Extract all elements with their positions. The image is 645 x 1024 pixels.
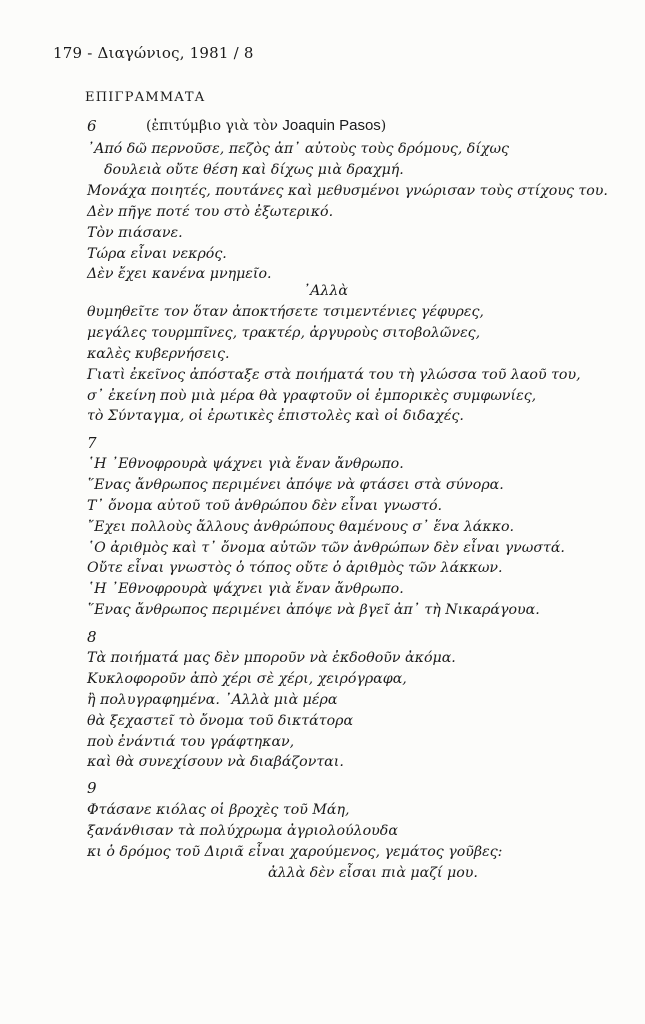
page-number: 179 [53, 44, 83, 62]
poem-8-line: ἢ πολυγραφημένα. ᾽Αλλὰ μιὰ μέρα [87, 692, 338, 708]
poem-6-line: ᾽Αλλὰ [303, 283, 348, 299]
poem-6-line: Μονάχα ποιητές, πουτάνες καὶ μεθυσμένοι γνώρισαν τοὺς στίχους του. [87, 183, 608, 199]
poem-9-number: 9 [87, 779, 97, 797]
poem-6-line: ᾽Από δῶ περνοῦσε, πεζὸς ἀπ᾽ αὐτοὺς τοὺς δρόμους, δίχως [87, 141, 509, 157]
poem-6-line: Τὸν πιάσανε. [87, 225, 183, 241]
poem-6-dedication [146, 118, 386, 133]
poem-6-line: δουλειὰ οὔτε θέση καὶ δίχως μιὰ δραχμή. [104, 162, 404, 178]
header-separator: - [87, 44, 93, 62]
poem-9-line: ἀλλὰ δὲν εἶσαι πιὰ μαζί μου. [268, 865, 478, 881]
poem-8-number: 8 [87, 628, 97, 646]
poem-7-line: ῞Ενας ἄνθρωπος περιμένει ἀπόψε νὰ φτάσει στὰ σύνορα. [87, 477, 504, 493]
dedication-suffix: ) [380, 118, 387, 134]
poem-6-line: τὸ Σύνταγμα, οἱ ἐρωτικὲς ἐπιστολὲς καὶ οἱ διδαχές. [87, 408, 464, 424]
poem-6-line: Δὲν ἔχει κανένα μνημεῖο. [87, 266, 272, 282]
poem-7-line: ῞Ενας ἄνθρωπος περιμένει ἀπόψε νὰ βγεῖ ἀπ᾽ τὴ Νικαράγουα. [87, 602, 540, 618]
poem-6-number: 6 [87, 117, 97, 135]
poem-6-line: θυμηθεῖτε τον ὅταν ἀποκτήσετε τσιμεντένιες γέφυρες, [87, 304, 484, 320]
poem-6-line: καλὲς κυβερνήσεις. [87, 346, 230, 362]
poem-8-line: Κυκλοφοροῦν ἀπὸ χέρι σὲ χέρι, χειρόγραφα, [87, 671, 407, 687]
section-title: ΕΠΙΓΡΑΜΜΑΤΑ [85, 90, 206, 105]
poem-6-line: Γιατὶ ἐκεῖνος ἀπόσταξε στὰ ποιήματά του τὴ γλώσσα τοῦ λαοῦ του, [87, 367, 581, 383]
poem-6-line: Δὲν πῆγε ποτέ του στὸ ἐξωτερικό. [87, 204, 334, 220]
poem-7-line: ῾Η ᾽Εθνοφρουρὰ ψάχνει γιὰ ἕναν ἄνθρωπο. [87, 456, 404, 472]
journal-issue: Διαγώνιος, 1981 / 8 [97, 44, 254, 62]
poem-7-line: ῾Ο ἀριθμὸς καὶ τ᾽ ὄνομα αὐτῶν τῶν ἀνθρώπων δὲν εἶναι γνωστά. [87, 540, 565, 556]
poem-8-line: καὶ θὰ συνεχίσουν νὰ διαβάζονται. [87, 754, 344, 770]
poem-8-line: θὰ ξεχαστεῖ τὸ ὄνομα τοῦ δικτάτορα [87, 713, 354, 729]
poem-7-line: ῎Εχει πολλοὺς ἄλλους ἀνθρώπους θαμένους σ᾽ ἕνα λάκκο. [87, 519, 515, 535]
dedication-prefix: (ἐπιτύμβιο γιὰ τὸν [146, 118, 283, 134]
poem-6-line: σ᾽ ἐκείνη ποὺ μιὰ μέρα θὰ γραφτοῦν οἱ ἐμπορικὲς συμφωνίες, [87, 388, 537, 404]
poem-8-line: ποὺ ἐνάντιά του γράφτηκαν, [87, 734, 295, 750]
poem-6-line: Τώρα εἶναι νεκρός. [87, 246, 227, 262]
dedication-name: Joaquin Pasos [282, 117, 381, 134]
poem-7-line: ῾Η ᾽Εθνοφρουρὰ ψάχνει γιὰ ἕναν ἄνθρωπο. [87, 581, 404, 597]
poem-9-line: κι ὁ δρόμος τοῦ Διριᾶ εἶναι χαρούμενος, γεμάτος γοῦβες: [87, 844, 503, 860]
poem-9-line: ξανάνθισαν τὰ πολύχρωμα ἀγριολούλουδα [87, 823, 398, 839]
poem-7-number: 7 [87, 434, 97, 452]
poem-8-line: Τὰ ποιήματά μας δὲν μποροῦν νὰ ἐκδοθοῦν ἀκόμα. [87, 650, 456, 666]
poem-7-line: Οὔτε εἶναι γνωστὸς ὁ τόπος οὔτε ὁ ἀριθμὸς τῶν λάκκων. [87, 560, 503, 576]
poem-9-line: Φτάσανε κιόλας οἱ βροχὲς τοῦ Μάη, [87, 802, 350, 818]
poem-6-line: μεγάλες τουρμπῖνες, τρακτέρ, ἀργυροὺς σιτοβολῶνες, [87, 325, 481, 341]
poem-7-line: Τ᾽ ὄνομα αὐτοῦ τοῦ ἀνθρώπου δὲν εἶναι γνωστό. [87, 498, 442, 514]
page-header [53, 44, 254, 62]
